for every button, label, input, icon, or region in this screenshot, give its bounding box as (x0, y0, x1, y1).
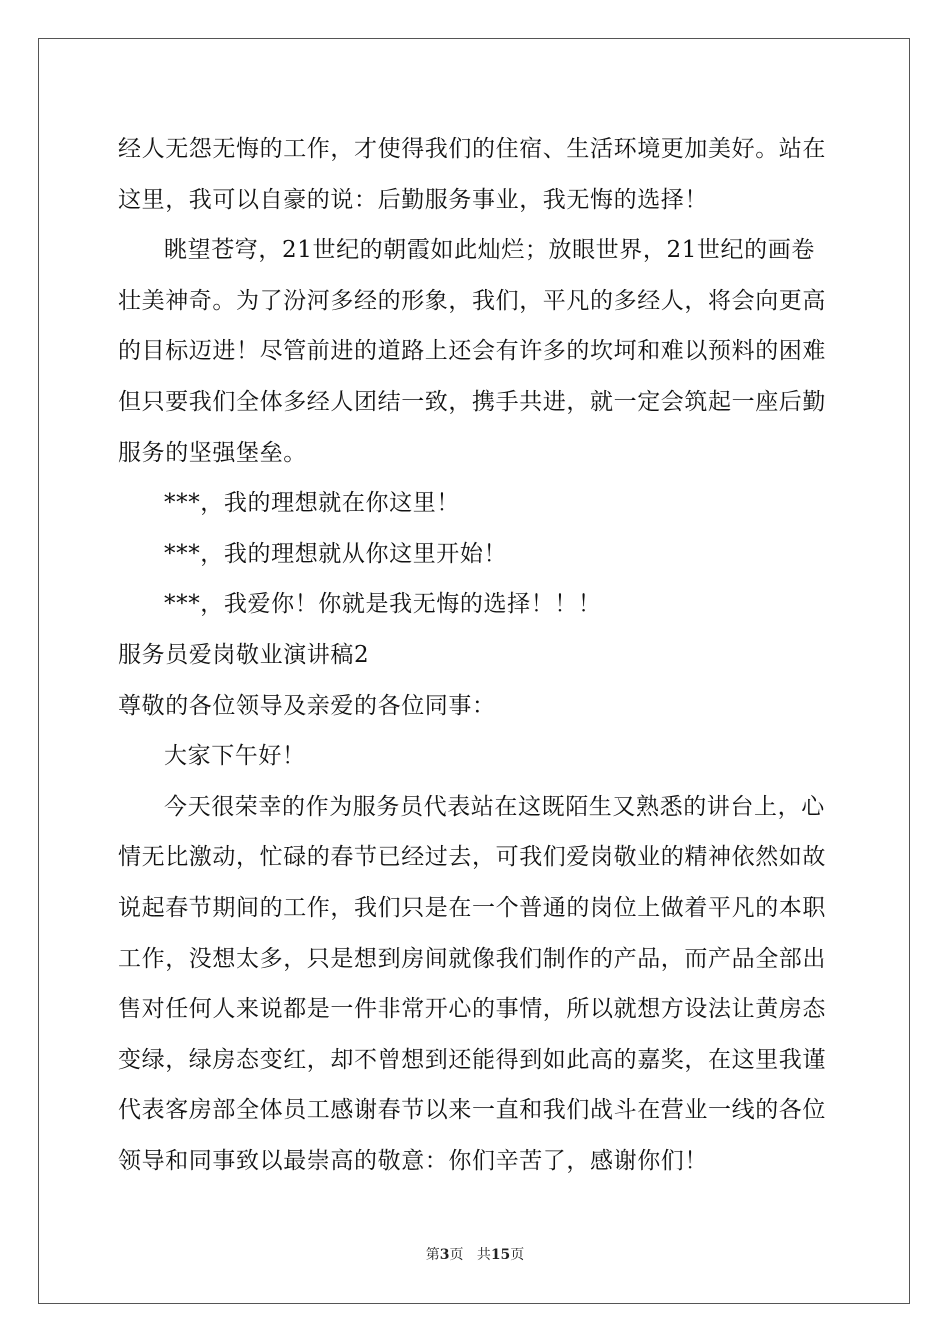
paragraph-line: 说起春节期间的工作，我们只是在一个普通的岗位上做着平凡的本职 (118, 894, 826, 921)
page-unit: 页 (449, 1247, 464, 1263)
paragraph-line: 这里，我可以自豪的说：后勤服务事业，我无悔的选择！ (118, 186, 708, 213)
paragraph-line: 变绿，绿房态变红，却不曾想到还能得到如此高的嘉奖，在这里我谨 (118, 1046, 826, 1073)
total-unit: 页 (510, 1247, 525, 1263)
salutation: 尊敬的各位领导及亲爱的各位同事： (118, 692, 496, 719)
paragraph-line: 今天很荣幸的作为服务员代表站在这既陌生又熟悉的讲台上，心 (164, 793, 825, 820)
paragraph-line: 代表客房部全体员工感谢春节以来一直和我们战斗在营业一线的各位 (118, 1097, 826, 1124)
paragraph-line: 售对任何人来说都是一件非常开心的事情，所以就想方设法让黄房态 (118, 996, 826, 1023)
greeting: 大家下午好！ (164, 743, 306, 770)
paragraph-line: 的目标迈进！尽管前进的道路上还会有许多的坎坷和难以预料的困难 (118, 338, 826, 365)
paragraph-line: 眺望苍穹，21世纪的朝霞如此灿烂；放眼世界，21世纪的画卷 (164, 237, 815, 264)
document-body (118, 128, 838, 1190)
paragraph-line: 服务的坚强堡垒。 (118, 439, 307, 466)
paragraph-line: 壮美神奇。为了汾河多经的形象，我们，平凡的多经人，将会向更高 (118, 287, 826, 314)
paragraph-line: ***，我爱你！你就是我无悔的选择！！！ (164, 591, 602, 618)
paragraph-line: 情无比激动，忙碌的春节已经过去，可我们爱岗敬业的精神依然如故 (118, 844, 826, 871)
page-number: 3 (439, 1247, 450, 1263)
page-footer (0, 1244, 950, 1264)
total-prefix: 共 (476, 1247, 491, 1263)
page-total: 15 (490, 1247, 511, 1263)
paragraph-line: ***，我的理想就在你这里！ (164, 490, 460, 517)
paragraph-line: ***，我的理想就从你这里开始！ (164, 540, 508, 567)
page-prefix: 第 (425, 1247, 440, 1263)
section-heading: 服务员爱岗敬业演讲稿2 (118, 641, 370, 668)
paragraph-line: 领导和同事致以最崇高的敬意：你们辛苦了，感谢你们！ (118, 1147, 708, 1174)
paragraph-line: 但只要我们全体多经人团结一致，携手共进，就一定会筑起一座后勤 (118, 388, 826, 415)
paragraph-line: 工作，没想太多，只是想到房间就像我们制作的产品，而产品全部出 (118, 945, 826, 972)
paragraph-line: 经人无怨无悔的工作，才使得我们的住宿、生活环境更加美好。站在 (118, 136, 826, 162)
